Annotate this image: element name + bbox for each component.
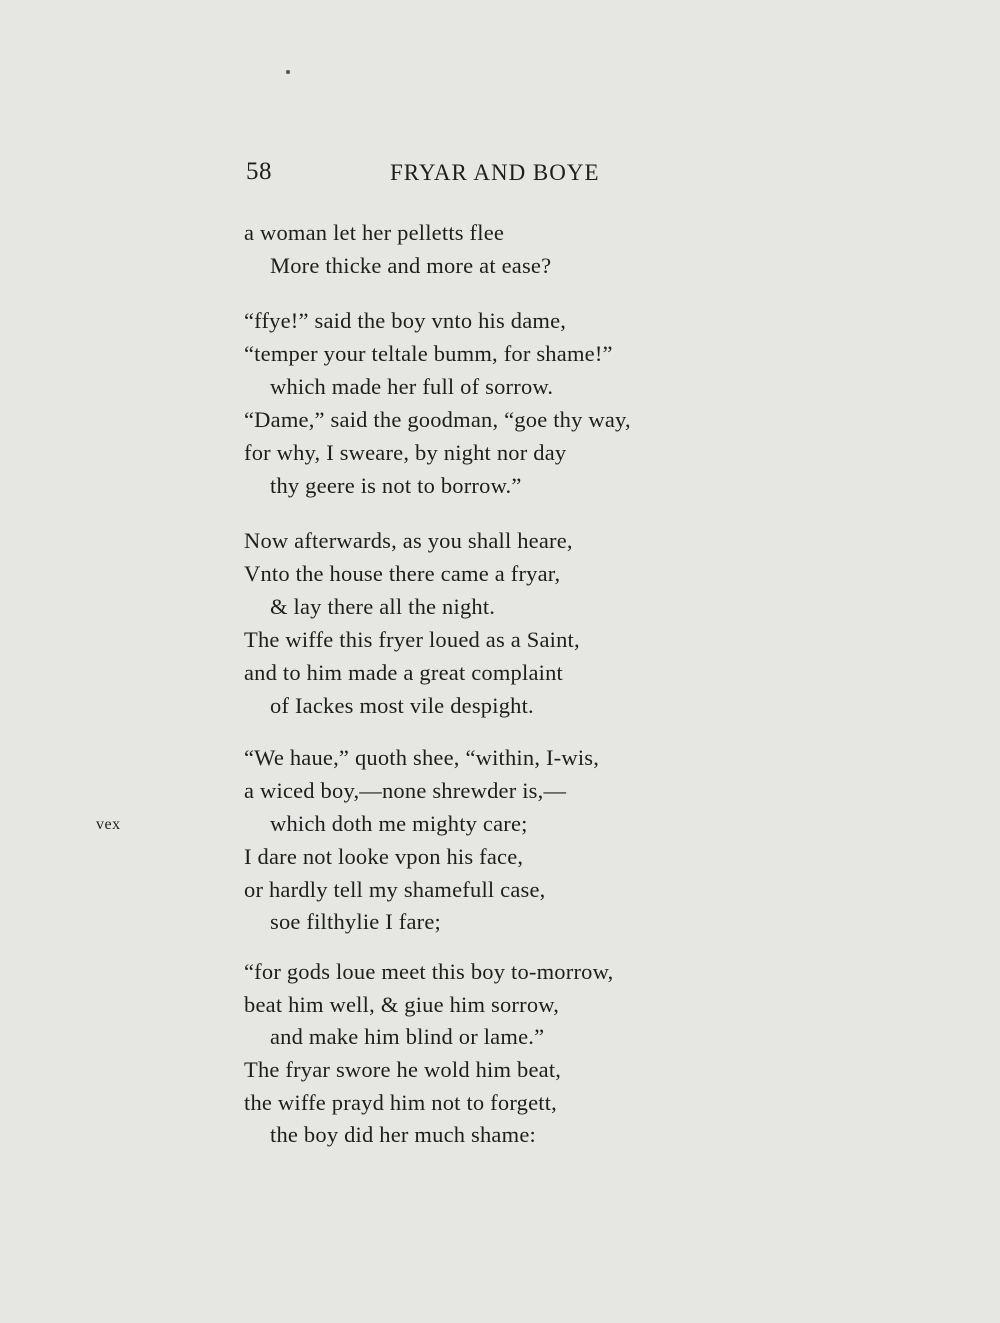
verse-line: “for gods loue meet this boy to-morrow, [244, 959, 614, 984]
verse-line: a wiced boy,—none shrewder is,— [244, 778, 567, 803]
verse-line: I dare not looke vpon his face, [244, 844, 524, 869]
verse-line: More thicke and more at ease? [270, 253, 552, 278]
verse-line: beat him well, & giue him sorrow, [244, 992, 560, 1017]
verse-line: and to him made a great complaint [244, 660, 563, 685]
page-header [246, 158, 646, 194]
verse-line: the boy did her much shame: [270, 1122, 536, 1147]
verse-line: The fryar swore he wold him beat, [244, 1057, 562, 1082]
verse-line: a woman let her pelletts flee [244, 220, 505, 245]
verse-line: “ffye!” said the boy vnto his dame, [244, 308, 567, 333]
verse-line: and make him blind or lame.” [270, 1024, 545, 1049]
verse-line: for why, I sweare, by night nor day [244, 440, 567, 465]
margin-gloss: vex [96, 816, 121, 833]
verse-line: thy geere is not to borrow.” [270, 473, 522, 498]
verse-line: which doth me mighty care; [270, 811, 528, 836]
running-title: FRYAR AND BOYE [390, 160, 600, 185]
verse-line: the wiffe prayd him not to forgett, [244, 1090, 557, 1115]
verse-line: & lay there all the night. [270, 594, 496, 619]
verse-line: soe filthylie I fare; [270, 909, 442, 934]
verse-line: “temper your teltale bumm, for shame!” [244, 341, 613, 366]
verse-line: “Dame,” said the goodman, “goe thy way, [244, 407, 631, 432]
verse-line: The wiffe this fryer loued as a Saint, [244, 627, 580, 652]
paper-speck [286, 70, 290, 74]
verse-line: which made her full of sorrow. [270, 374, 554, 399]
verse-line: or hardly tell my shamefull case, [244, 877, 546, 902]
verse-line: Vnto the house there came a fryar, [244, 561, 561, 586]
verse-line: Now afterwards, as you shall heare, [244, 528, 573, 553]
verse-line: “We haue,” quoth shee, “within, I-wis, [244, 745, 600, 770]
verse-line: of Iackes most vile despight. [270, 693, 534, 718]
page-number: 58 [246, 158, 272, 185]
